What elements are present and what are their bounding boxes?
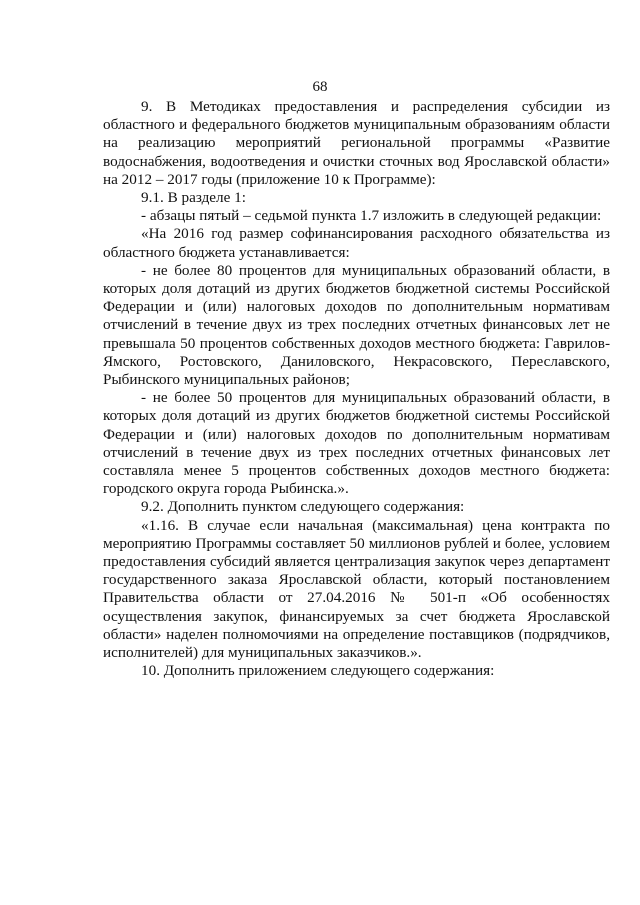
paragraph-item-1-16: «1.16. В случае если начальная (максимальная) цена контракта по мероприятию Программы составляет 50 миллионов рублей и более, условием предоставления субсидий является централизация закупок через департамент государственного заказа Ярославской области, который постановлением Правительства области от 27.04.2016 № 501-п «Об особенностях осуществления закупок, финансируемых за счет бюджета Ярославской области» наделен полномочиями на определение поставщиков (подрядчиков, исполнителей) для муниципальных заказчиков.».	[103, 516, 610, 662]
page-number: 68	[312, 79, 328, 95]
paragraph-item-10: 10. Дополнить приложением следующего содержания:	[141, 662, 495, 680]
paragraph-amendment-intro: - абзацы пятый – седьмой пункта 1.7 изложить в следующей редакции:	[141, 207, 602, 225]
document-body	[103, 98, 610, 681]
paragraph-item-9-2: 9.2. Дополнить пунктом следующего содержания:	[141, 498, 465, 516]
paragraph-80-percent: - не более 80 процентов для муниципальных образований области, в которых доля дотаций из других бюджетов бюджетной системы Российской Федерации и (или) налоговых доходов по дополнительным нормативам отчислений в течение двух из трех последних отчетных финансовых лет не превышала 50 процентов собственных доходов местного бюджета: Гаврилов-Ямского, Ростовского, Даниловского, Некрасовского, Переславского, Рыбинского муниципальных районов;	[103, 261, 610, 389]
paragraph-item-9: 9. В Методиках предоставления и распределения субсидии из областного и федерального бюджетов муниципальным образованиям области на реализацию мероприятий региональной программы «Развитие водоснабжения, водоотведения и очистки сточных вод Ярославской области» на 2012 – 2017 годы (приложение 10 к Программе):	[103, 98, 610, 188]
paragraph-50-percent: - не более 50 процентов для муниципальных образований области, в которых доля дотаций из других бюджетов бюджетной системы Российской Федерации и (или) налоговых доходов по дополнительным нормативам отчислений в течение двух из трех последних отчетных финансовых лет составляла менее 5 процентов собственных доходов местного бюджета: городского округа города Рыбинска.».	[103, 389, 610, 498]
paragraph-quote-2016: «На 2016 год размер софинансирования расходного обязательства из областного бюджета устанавливается:	[103, 225, 610, 261]
paragraph-item-9-1: 9.1. В разделе 1:	[141, 189, 246, 207]
